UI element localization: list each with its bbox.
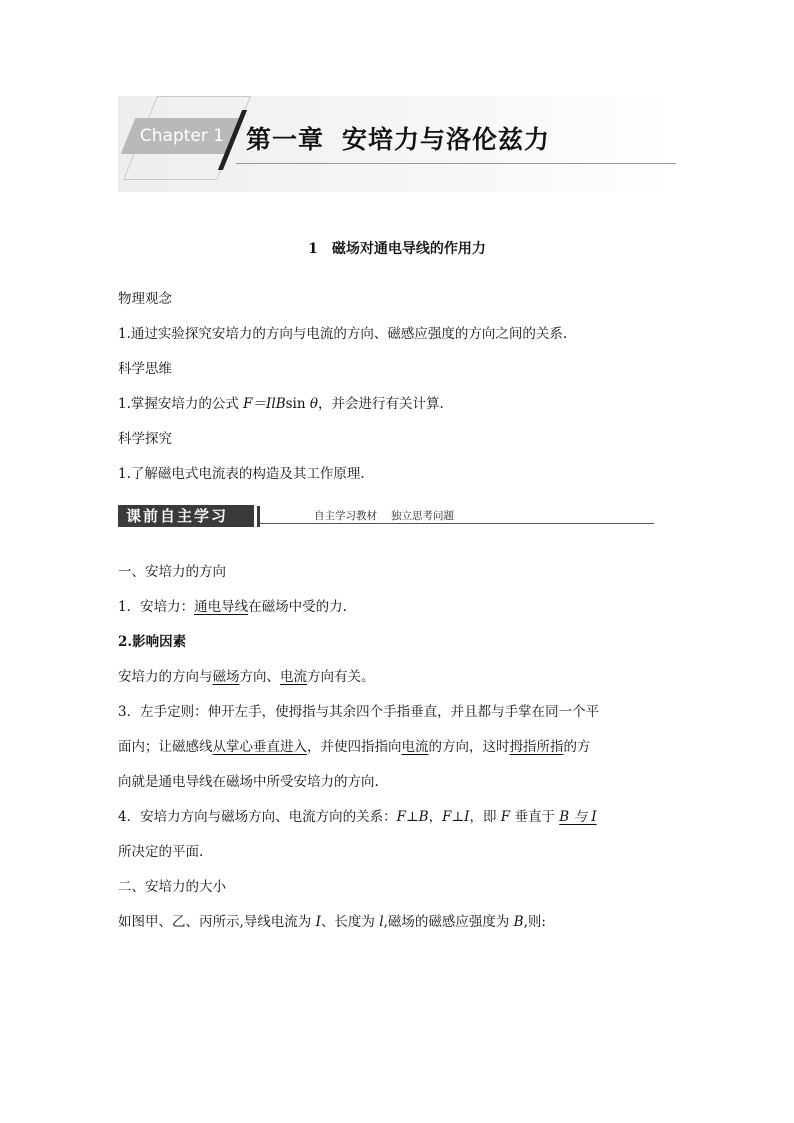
goal-heading-concept: 物理观念 bbox=[118, 291, 172, 307]
item-left-hand-rule: 3．左手定则：伸开左手，使拇指与其余四个手指垂直，并且都与手掌在同一个平 bbox=[118, 704, 600, 720]
section-title bbox=[0, 238, 794, 258]
study-label-box bbox=[118, 505, 254, 527]
item-factors: 2.影响因素 bbox=[118, 634, 187, 650]
item-magnitude-text: 如图甲、乙、丙所示,导线电流为 I、长度为 l,磁场的磁感应强度为 B,则: bbox=[118, 914, 546, 930]
study-label: 课前自主学习 bbox=[126, 507, 229, 525]
chapter-number: 第一章 bbox=[246, 125, 325, 154]
item-left-hand-rule-cont: 面内；让磁感线从掌心垂直进入，并使四指指向电流的方向，这时拇指所指的方 bbox=[118, 739, 591, 755]
item-relation: 4．安培力方向与磁场方向、电流方向的关系：F⊥B，F⊥I，即 F 垂直于 B 与 I bbox=[118, 809, 597, 825]
item-left-hand-rule-end: 向就是通电导线在磁场中所受安培力的方向. bbox=[118, 774, 379, 790]
section-name: 磁场对通电导线的作用力 bbox=[331, 241, 486, 257]
item-ampere-force: 1．安培力：通电导线在磁场中受的力. bbox=[118, 599, 347, 615]
banner-rule bbox=[236, 163, 676, 164]
chapter-name: 安培力与洛伦兹力 bbox=[342, 125, 551, 154]
item-relation-end: 所决定的平面. bbox=[118, 844, 204, 860]
item-factors-text: 安培力的方向与磁场方向、电流方向有关。 bbox=[118, 669, 375, 685]
section-number: 1 bbox=[308, 241, 318, 257]
goal-item-inquiry: 1.了解磁电式电流表的构造及其工作原理. bbox=[118, 466, 365, 482]
goal-item-concept: 1.通过实验探究安培力的方向与电流的方向、磁感应强度的方向之间的关系. bbox=[118, 326, 568, 342]
heading-magnitude: 二、安培力的大小 bbox=[118, 879, 226, 895]
formula: F＝IlB bbox=[243, 396, 286, 412]
study-subtitle: 自主学习教材 独立思考问题 bbox=[314, 510, 454, 522]
goal-heading-thinking: 科学思维 bbox=[118, 361, 172, 377]
study-section-header bbox=[118, 505, 654, 527]
chapter-title bbox=[246, 120, 550, 156]
study-rule bbox=[260, 523, 654, 524]
chapter-banner bbox=[118, 96, 678, 192]
chapter-label: Chapter 1 bbox=[139, 126, 225, 146]
heading-direction: 一、安培力的方向 bbox=[118, 564, 226, 580]
goal-heading-inquiry: 科学探究 bbox=[118, 431, 172, 447]
goal-item-thinking: 1.掌握安培力的公式 F＝IlBsin θ，并会进行有关计算. bbox=[118, 396, 444, 412]
